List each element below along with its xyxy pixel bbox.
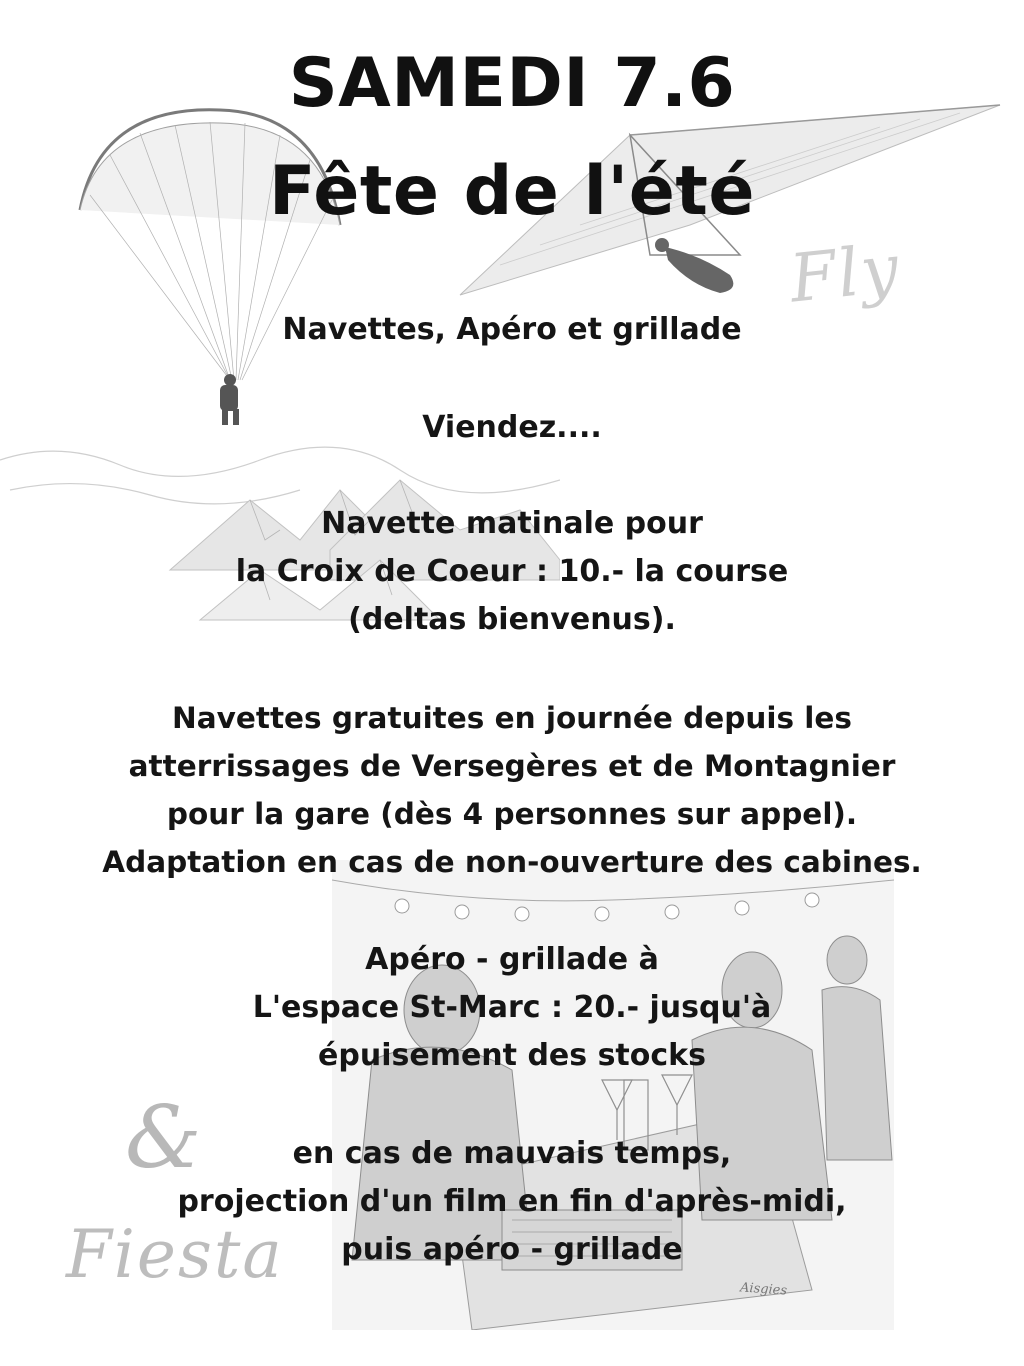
day-shuttles-line: atterrissages de Versegères et de Montagnier [128, 749, 896, 783]
subtitle-text: Navettes, Apéro et grillade [282, 312, 742, 347]
paraglider-sketch [70, 95, 370, 435]
event-date-title: SAMEDI 7.6 [288, 44, 736, 123]
day-shuttles-line: Adaptation en cas de non-ouverture des cabines. [102, 845, 922, 879]
apero-line: Apéro - grillade à [365, 942, 659, 977]
morning-shuttle-line: la Croix de Coeur : 10.- la course [235, 554, 789, 589]
artist-signature: Aisgies [739, 1280, 788, 1299]
apero-line: épuisement des stocks [318, 1038, 706, 1073]
day-shuttles-block [0, 694, 1024, 886]
morning-shuttle-line: (deltas bienvenus). [348, 602, 676, 637]
morning-shuttle-line: Navette matinale pour [321, 506, 703, 541]
bad-weather-line: puis apéro - grillade [341, 1232, 683, 1267]
apero-block [0, 936, 1024, 1080]
invite-text: Viendez.... [422, 410, 602, 445]
ampersand-script-text: & [125, 1088, 204, 1188]
bad-weather-line: en cas de mauvais temps, [292, 1136, 732, 1171]
day-shuttles-line: pour la gare (dès 4 personnes sur appel). [166, 797, 858, 831]
fly-script-text: Fly [786, 229, 904, 318]
apero-line: L'espace St-Marc : 20.- jusqu'à [252, 990, 772, 1025]
invite [0, 404, 1024, 452]
day-shuttles-line: Navettes gratuites en journée depuis les [172, 701, 852, 735]
fiesta-script-text: Fiesta [66, 1216, 284, 1293]
event-name-title: Fête de l'été [269, 152, 755, 231]
subtitle [0, 306, 1024, 354]
bad-weather-line: projection d'un film en fin d'après-midi, [177, 1184, 847, 1219]
bad-weather-block [0, 1130, 1024, 1274]
morning-shuttle-block [0, 500, 1024, 644]
